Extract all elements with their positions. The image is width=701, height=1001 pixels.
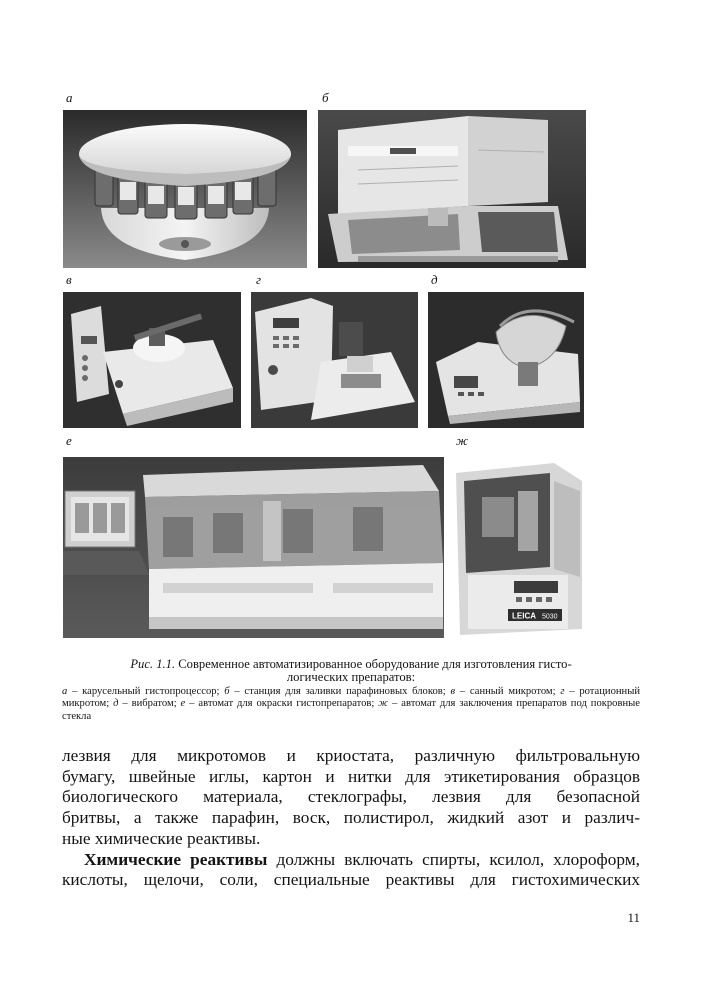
photo-vibratome: [428, 292, 584, 428]
panel-label-zh: ж: [456, 433, 469, 448]
chemical-reagents-term: Химические реактивы: [84, 849, 268, 869]
photo-automated-coverslipper: [454, 457, 585, 638]
body-line-2: бумагу, швейные иглы, картон и нитки для этикетирования образцов: [62, 766, 640, 786]
panel-label-d: д: [431, 272, 438, 287]
legend-text-b: – станция для заливки парафиновых блоков;: [229, 686, 451, 697]
panel-label-b: б: [322, 90, 329, 105]
legend-text-d: – вибратом;: [118, 698, 181, 710]
figure-title: Современное автоматизированное оборудование для изготовления гисто-: [178, 657, 572, 671]
legend-text-a: – карусельный гистопроцессор;: [67, 686, 225, 697]
body-paragraph-2-line-1: [62, 850, 640, 871]
page-number: 11: [627, 910, 640, 925]
coverslipper-brand-text: LEICA: [512, 611, 536, 621]
legend-key-d: д: [113, 698, 119, 710]
body-line-5: ные химические реактивы.: [62, 828, 261, 848]
figure-legend: [62, 686, 640, 723]
body-p2-line-1-rest: должны включать спирты, ксилол, хлороформ,: [267, 849, 640, 869]
photo-automated-slide-stainer: [63, 457, 444, 638]
figure-number: Рис. 1.1.: [130, 657, 176, 671]
body-paragraph-2-line-2: кислоты, щелочи, соли, специальные реактивы для гистохимических: [62, 870, 640, 890]
legend-key-v: в: [450, 686, 456, 697]
panel-label-e: е: [66, 433, 72, 448]
legend-key-b: б: [224, 686, 230, 697]
photo-carousel-tissue-processor: [63, 110, 307, 268]
panel-label-g: г: [256, 272, 262, 287]
legend-text-e: – автомат для окраски гистопрепаратов;: [185, 698, 379, 710]
legend-key-g: г: [560, 686, 565, 697]
panel-label-a: а: [66, 90, 73, 105]
body-line-1: лезвия для микротомов и криостата, различную фильтровальную: [62, 746, 640, 765]
figure-title-continued: логических препаратов:: [286, 670, 416, 684]
photo-sledge-microtome: [63, 292, 241, 428]
legend-key-e: е: [180, 698, 186, 710]
photo-rotary-microtome: [251, 292, 418, 428]
legend-text-v: – санный микротом;: [455, 686, 561, 697]
legend-key-zh: ж: [378, 698, 389, 710]
legend-key-a: а: [62, 686, 68, 697]
legend-text-g: – ротационный микротом;: [62, 686, 640, 710]
photo-paraffin-embedding-station: [318, 110, 586, 268]
body-text: [62, 746, 640, 891]
coverslipper-model-text: 5030: [542, 613, 558, 621]
panel-label-v: в: [66, 272, 72, 287]
body-line-3: биологического материала, стеклографы, лезвия для безопасной: [62, 787, 640, 807]
legend-text-zh: – автомат для заключения препаратов под покровные стекла: [62, 698, 640, 722]
body-line-4: бритвы, а также парафин, воск, полистирол, жидкий азот и различ-: [62, 808, 640, 828]
figure-caption: [62, 658, 640, 684]
